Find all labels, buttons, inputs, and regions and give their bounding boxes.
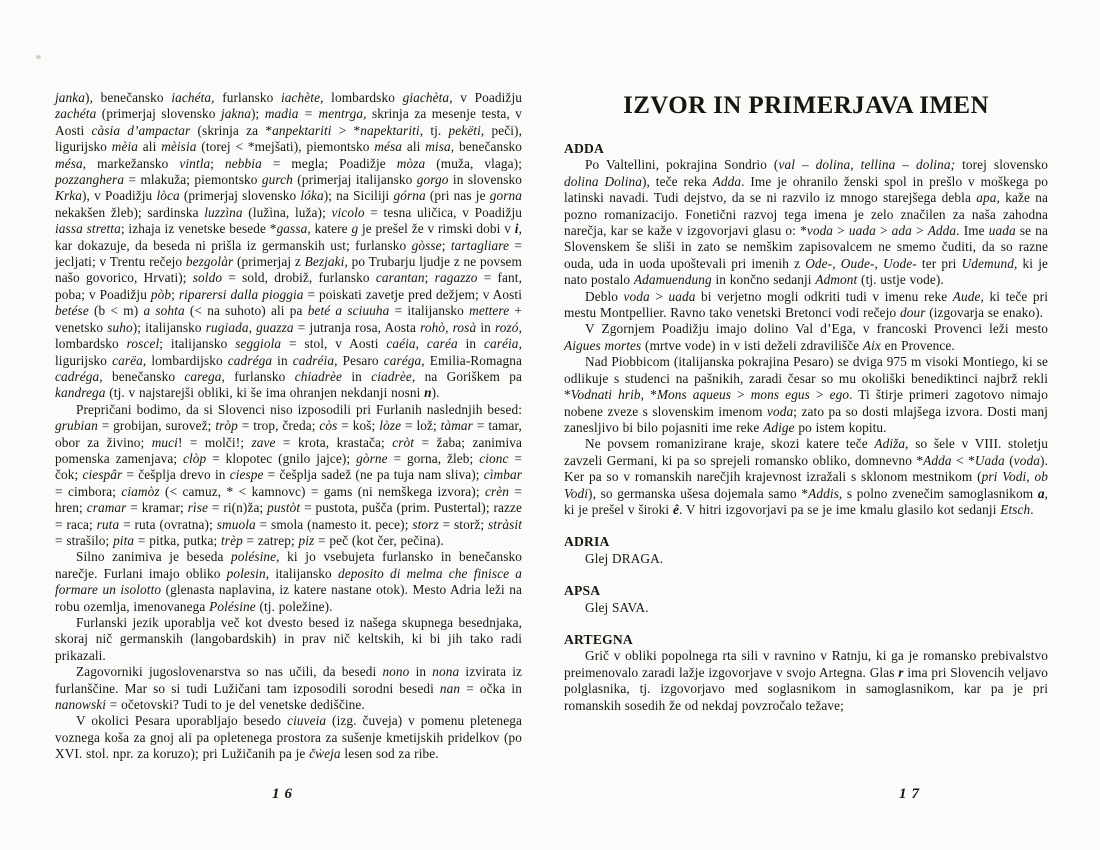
paragraph: Glej DRAGA.: [585, 550, 664, 566]
paragraph: janka), benečansko iachéta, furlansko iachète, lombardsko giachèta, v Poadižju zachéta (primerjaj slovensko jakna); madia = mentrga, skrinja za mesenje testa, v Aosti càsia d’ampactar (skrinja za *anpektariti > *napektariti, tj. pekëti, peči), ligurijsko mèia ali mèisia (torej < *mejšati), piemontsko mésa ali misa, benečansko mésa, markežansko vintla; nebbia = megla; Poadižje mòza (muža, vlaga); pozzanghera = mlakuža; piemontsko gurch (primerjaj italijansko gorgo in slovensko Krka), v Poadižju lòca (primerjaj slovensko lóka); na Siciliji górna (pri nas je gorna nekakšen žleb); sardinska luzzìna (lužìna, luža); vicolo = tesna uličica, v Poadižju iassa stretta; izhaja iz venetske besede *gassa, katere g je prešel že v rimski dobi v i, kar dokazuje, da beseda ni prišla iz germanskih ust; furlansko gòsse; tartagliare = jecljati; v Trentu rečejo bezgolàr (primerjaj z Bezjaki, po Trubarju ljudje z ne povsem našo govorico, Hrvati); soldo = sold, drobiž, furlansko carantan; ragazzo = fant, poba; v Poadižju pòb; riparersi dalla pioggia = poiskati zavetje pred dežjem; v Aosti betése (b < m) a sohta (< na suhoto) ali pa beté a sciuuha = italijansko mettere + venetsko suho); italijansko rugiada, guazza = jutranja rosa, Aosta rohò, rosà in rozó, lombardsko roscel; italijansko seggiola = stol, v Aosti caéia, caréa in caréia, ligurijsko carëa, lombardijsko cadréga in cadréia, Pesaro caréga, Emilia-Romagna cadréga, benečansko carega, furlansko chiadrèe in ciadrèe, na Goriškem pa kandrega (tj. v najstarejši obliki, ki še ima ohranjen nekdanji nosni n).: [55, 90, 523, 401]
paragraph: V Zgornjem Poadižju imajo dolino Val d’Ega, v francoski Provenci leži mesto Aigues mortes (mrtve vode) in v isti deželi zdravilišče Aix en Provence.: [564, 321, 1048, 353]
page-number-left: 16: [272, 786, 297, 802]
scan-speck: [36, 55, 41, 59]
paragraph: Zagovorniki jugoslovenarstva so nas učili, da besedi nono in nona izvirata iz furlanščine. Mar so si tudi Lužičani tam izposodili sorodni besedi nan = očka in nanowski = očetovski? Tudi to je del venetske dediščine.: [55, 664, 523, 713]
paragraph: Po Valtellini, pokrajina Sondrio (val – dolina, tellina – dolina; torej slovensko dolina Dolina), teče reka Adda. Ime je ohranilo ženski spol in prešlo v moškega po latinski navadi. Tudi dejstvo, da se ni razvilo iz mnogo starejšega debla apa, kaže na pozno romanizacijo. Fonetični razvoj tega imena je zelo značilen za naša zahodna narečja, kar se kaže v izgovorjavi glasu o: *voda > uada > ada > Adda. Ime uada se na Slovenskem še sliši in zato se nemškim zapisovalcem ne smemo čuditi, da so razne ouda, uda in uoda upoštevali pri imenih z Ode-, Oude-, Uode- ter pri Udemund, ki je nato postalo Adamuendung in končno sedanji Admont (tj. ustje vode).: [564, 157, 1049, 288]
page-right-text: [564, 141, 1048, 714]
paragraph: Ne povsem romanizirane kraje, skozi katere teče Adiža, so šele v VIII. stoletju zavzeli Germani, ki pa so sprejeli romansko obliko, domnevno *Adda < *Uada (voda). Ker pa so v romanskih narečjih krajevnost izražali s sklonom mestnikom (pri Vodi, ob Vodi), so germanska ušesa dojemala samo *Addis, s polno zvenečim samoglasnikom a, ki je prešel v široki ê. V hitri izgovorjavi pa se je ime kmalu glasilo kot sedanji Etsch.: [564, 436, 1049, 517]
paragraph: Furlanski jezik uporablja več kot dvesto besed iz našega skupnega besednjaka, skoraj nič germanskih (langobardskih) in prav nič keltskih, ki bi jih tako radi prikazali.: [55, 615, 522, 663]
paragraph: Deblo voda > uada bi verjetno mogli odkriti tudi v imenu reke Aude, ki teče pri mestu Montpellier. Ravno tako venetski Bretonci vodi rečejo dour (izgovarja se enako).: [564, 288, 1048, 321]
entry-heading: APSA: [564, 583, 601, 599]
paragraph: Grič v obliki popolnega rta sili v ravnino v Ratnju, ki ga je romansko prebivalstvo preimenovalo zaradi lažje izgovorjave v svojo Artegna. Glas r ima pri Slovencih veljavo polglasnika, tj. izgovorjavo med soglasnikom in samoglasnikom, kar pa je pri romanskih sosedih že od nekdaj povzročalo težave;: [564, 648, 1049, 713]
page-right-content: [564, 92, 1048, 714]
entry-heading: ADRIA: [564, 534, 610, 550]
entry-heading: ADDA: [564, 141, 605, 156]
paragraph: Silno zanimiva je beseda polésine, ki jo vsebujeta furlansko in benečansko narečje. Furlani imajo obliko polesin, italijansko deposito di melma che finisce a formare un isolotto (glenasta naplavina, iz katere nastane otok). Mesto Adria leži na robu ozemlja, imenovanega Polésine (tj. poležine).: [55, 549, 523, 614]
paragraph: Glej SAVA.: [585, 599, 649, 615]
paragraph: Nad Piobbicom (italijanska pokrajina Pesaro) se dviga 975 m visoki Montiego, ki se odlikuje s studenci na pašnikih, zaradi česar so mu okoliški benediktinci najbrž rekli *Vodnati hrib, *Mons aqueus > mons egus > ego. Ti štirje primeri zagotovo nimajo nobene zveze s slovenskim imenom voda; zato pa so dosti mlajšega izvora. Dosti manj zanesljivo bi bilo pojasniti ime reke Adige po istem kopitu.: [564, 354, 1048, 435]
page-number-right: 17: [899, 786, 924, 802]
paragraph: V okolici Pesara uporabljajo besedo ciuveia (izg. čuveja) v pomenu pletenega voznega koša za gnoj ali pa opletenega prostora za sušenje kmetijskih pridelkov (po XVI. stol. npr. za koruzo); pri Lužičanih pa je čẇeja lesen sod za ribe.: [55, 713, 522, 762]
paragraph: Prepričani bodimo, da si Slovenci niso izposodili pri Furlanih naslednjih besed: grubian = grobijan, surovež; tròp = trop, čreda; còs = koš; lòze = lož; tàmar = tamar, obor za živino; muci! = molči!; zave = krota, krastača; cròt = žaba; zanimiva pomenska zamenjava; clòp = klopotec (gnilo jajce); gòrne = gorna, žleb; cionc = čok; ciespâr = češplja drevo in ciespe = češplja sadež (ne pa tuja nam sliva); cìmbar = cimbora; ciamòz (< camuz, * < kamnovc) = gams (ni nemškega izvora); crèn = hren; cramar = kramar; rìse = ri(n)ža; pustòt = pustota, pušča (prim. Pustertal); razze = raca; ruta = ruta (ovratna); smuola = smola (namesto it. pece); storz = storž; stràsit = strašilo; pita = pitka, putka; trèp = zatrep; piz = peč (kot čer, pečina).: [55, 401, 523, 548]
entry-heading: ARTEGNA: [564, 631, 633, 647]
chapter-title: IZVOR IN PRIMERJAVA IMEN: [623, 92, 989, 119]
page-left-text: [55, 90, 522, 763]
